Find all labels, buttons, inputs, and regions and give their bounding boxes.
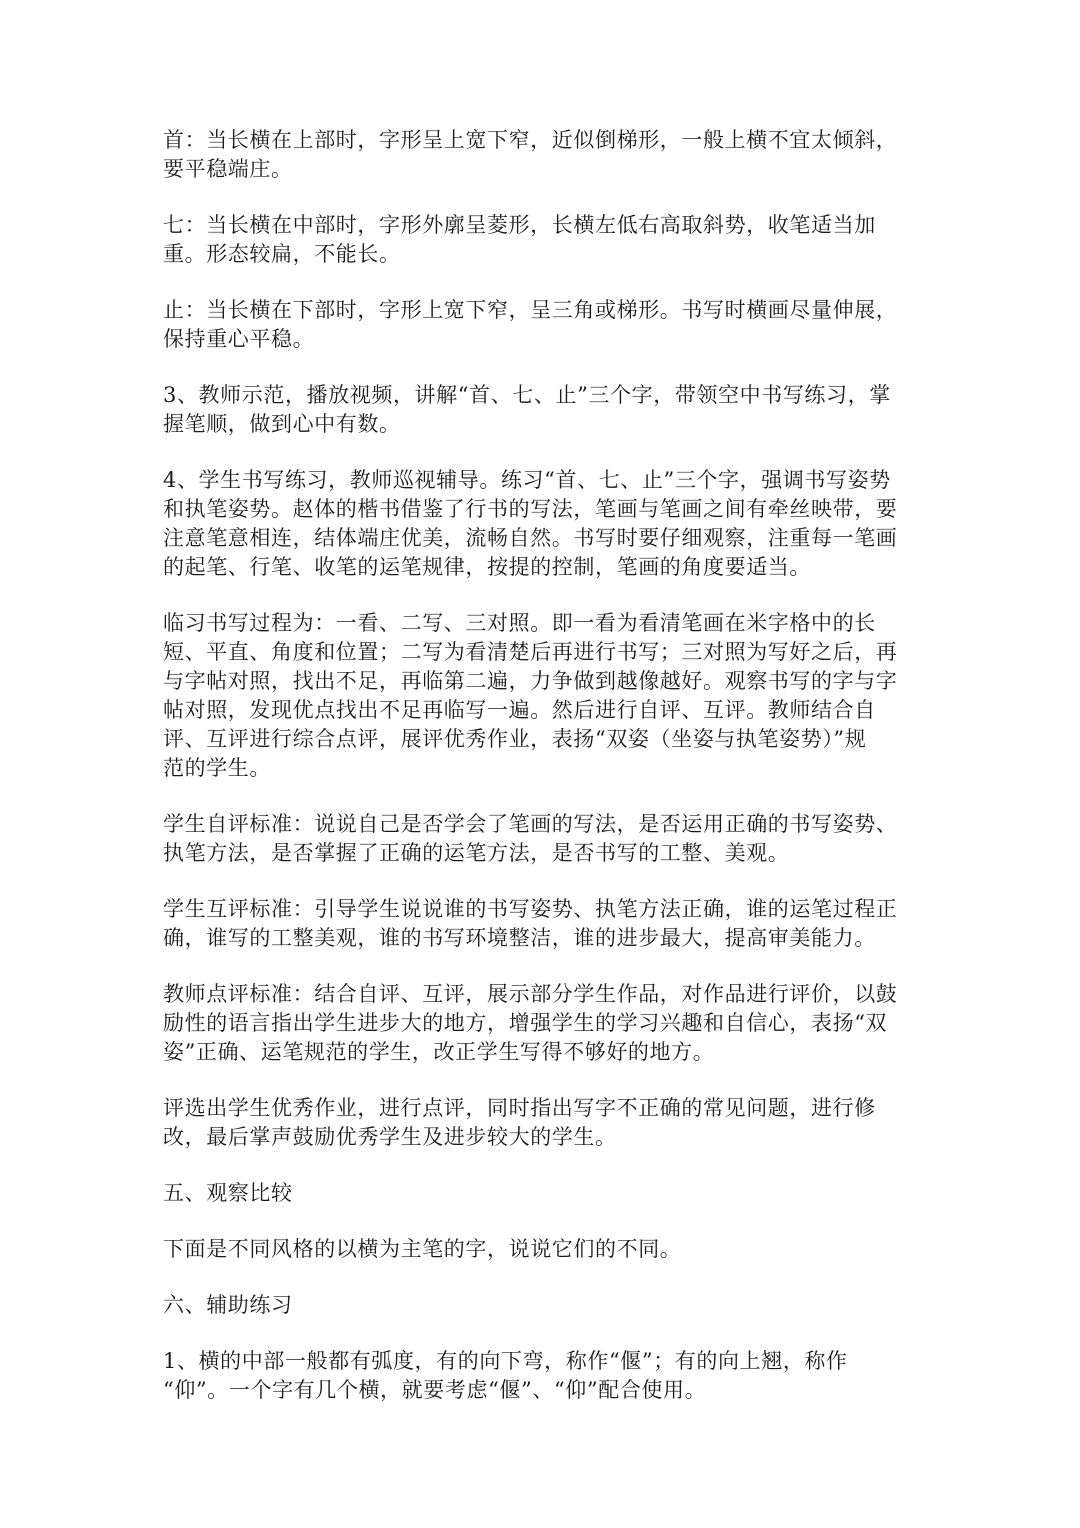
text-line: 3、教师示范，播放视频，讲解“首、七、止”三个字，带领空中书写练习，掌: [163, 383, 891, 407]
text-line: 评、互评进行综合点评，展评优秀作业，表扬“双姿（坐姿与执笔姿势）”规: [163, 727, 867, 751]
text-line: 的起笔、行笔、收笔的运笔规律，按提的控制，笔画的角度要适当。: [163, 555, 811, 579]
text-line: 学生自评标准：说说自己是否学会了笔画的写法，是否运用正确的书写姿势、: [163, 812, 898, 836]
paragraph: [163, 211, 923, 269]
text-line: 临习书写过程为：一看、二写、三对照。即一看为看清笔画在米字格中的长: [163, 611, 876, 635]
paragraph: [163, 466, 923, 582]
text-line: 七：当长横在中部时，字形外廓呈菱形，长横左低右高取斜势，收笔适当加: [163, 213, 876, 237]
text-line: 短、平直、角度和位置；二写为看清楚后再进行书写；三对照为写好之后，再: [163, 640, 898, 664]
text-line: 改，最后掌声鼓励优秀学生及进步较大的学生。: [163, 1125, 617, 1149]
text-line: 首：当长横在上部时，字形呈上宽下窄，近似倒梯形，一般上横不宜太倾斜，: [163, 128, 898, 152]
text-line: 重。形态较扁，不能长。: [163, 242, 401, 266]
text-line: 要平稳端庄。: [163, 157, 293, 181]
text-line: 注意笔意相连，结体端庄优美，流畅自然。书写时要仔细观察，注重每一笔画: [163, 526, 898, 550]
text-line: 六、辅助练习: [163, 1293, 293, 1317]
paragraph: [163, 1094, 923, 1152]
section-heading: [163, 1179, 923, 1208]
text-line: 与字帖对照，找出不足，再临第二遍，力争做到越像越好。观察书写的字与字: [163, 669, 898, 693]
text-line: 五、观察比较: [163, 1181, 293, 1205]
paragraph: [163, 1235, 923, 1264]
text-line: 和执笔姿势。赵体的楷书借鉴了行书的写法，笔画与笔画之间有牵丝映带，要: [163, 497, 898, 521]
paragraph: [163, 296, 923, 354]
text-line: “仰”。一个字有几个横，就要考虑“偃”、“仰”配合使用。: [163, 1378, 707, 1402]
text-line: 4、学生书写练习，教师巡视辅导。练习“首、七、止”三个字，强调书写姿势: [163, 468, 891, 492]
text-line: 下面是不同风格的以横为主笔的字，说说它们的不同。: [163, 1237, 682, 1261]
paragraph: [163, 126, 923, 184]
text-line: 执笔方法，是否掌握了正确的运笔方法，是否书写的工整、美观。: [163, 841, 790, 865]
text-line: 止：当长横在下部时，字形上宽下窄，呈三角或梯形。书写时横画尽量伸展，: [163, 298, 898, 322]
paragraph: [163, 810, 923, 868]
text-line: 确，谁写的工整美观，谁的书写环境整洁，谁的进步最大，提高审美能力。: [163, 926, 876, 950]
paragraph: [163, 381, 923, 439]
document-body: [163, 126, 923, 1432]
text-line: 握笔顺，做到心中有数。: [163, 412, 401, 436]
text-line: 1、横的中部一般都有弧度，有的向下弯，称作“偃”；有的向上翘，称作: [163, 1349, 848, 1373]
paragraph: [163, 1347, 923, 1405]
text-line: 评选出学生优秀作业，进行点评，同时指出写字不正确的常见问题，进行修: [163, 1096, 876, 1120]
text-line: 教师点评标准：结合自评、互评，展示部分学生作品，对作品进行评价，以鼓: [163, 982, 898, 1006]
paragraph: [163, 980, 923, 1067]
text-line: 保持重心平稳。: [163, 327, 315, 351]
text-line: 帖对照，发现优点找出不足再临写一遍。然后进行自评、互评。教师结合自: [163, 698, 876, 722]
text-line: 姿”正确、运笔规范的学生，改正学生写得不够好的地方。: [163, 1040, 715, 1064]
paragraph: [163, 895, 923, 953]
section-heading: [163, 1291, 923, 1320]
text-line: 范的学生。: [163, 756, 271, 780]
paragraph: [163, 609, 923, 783]
text-line: 学生互评标准：引导学生说说谁的书写姿势、执笔方法正确，谁的运笔过程正: [163, 897, 898, 921]
text-line: 励性的语言指出学生进步大的地方，增强学生的学习兴趣和自信心，表扬“双: [163, 1011, 888, 1035]
